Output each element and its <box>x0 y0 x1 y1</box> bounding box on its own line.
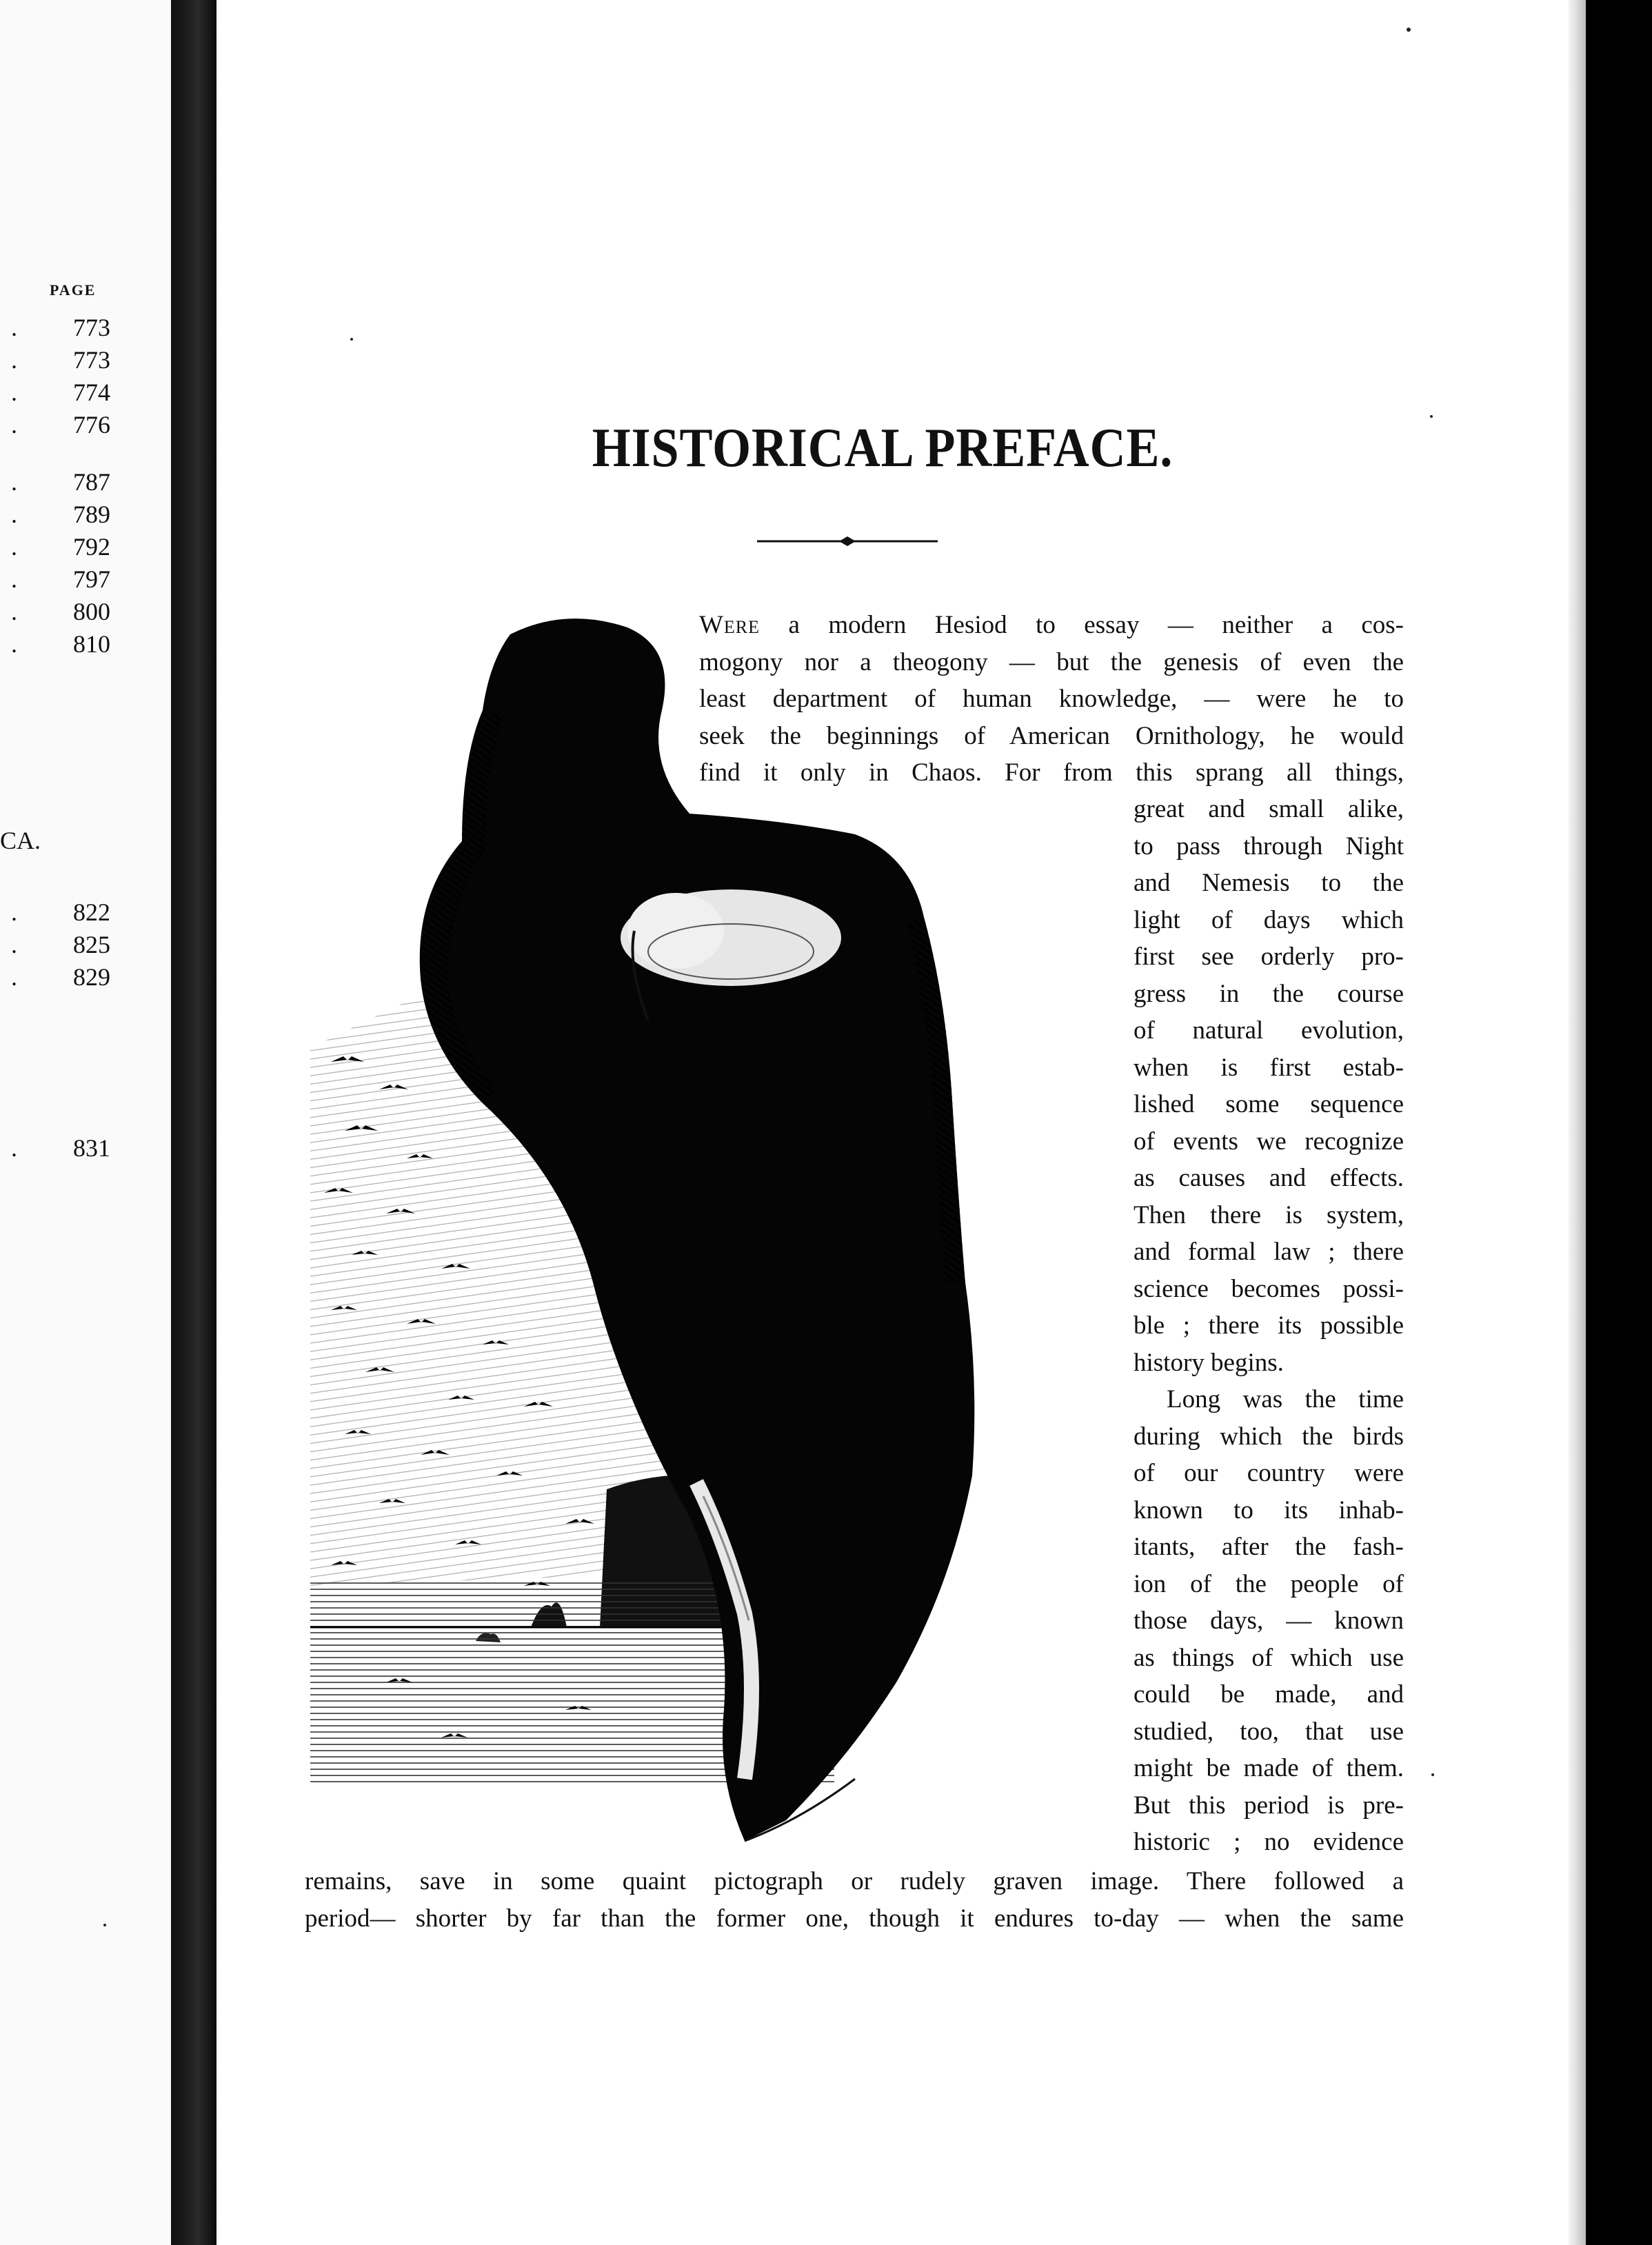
text-line: But this period is pre- <box>1134 1791 1404 1820</box>
text-line: and Nemesis to the <box>1134 869 1404 897</box>
toc-list-d <box>7 1132 110 1165</box>
text-column <box>1134 791 1404 1861</box>
text-line: known to its inhab- <box>1134 1496 1404 1524</box>
text-line: during which the birds <box>1134 1422 1404 1451</box>
text-line: Then there is system, <box>1134 1200 1404 1229</box>
text-line: to pass through Night <box>1134 832 1404 860</box>
toc-row: . 831 <box>7 1132 110 1165</box>
text-line: could be made, and <box>1134 1680 1404 1709</box>
page-edge-shadow <box>1569 0 1586 2245</box>
toc-row: . 776 <box>7 409 110 441</box>
text-line: Were a modern Hesiod to essay — neither a cos- <box>699 611 1404 639</box>
toc-page-number: 797 <box>73 565 110 593</box>
page-title: HISTORICAL PREFACE. <box>592 418 1173 479</box>
text-line: gress in the course <box>1134 979 1404 1008</box>
text-line: least department of human knowledge, — were he to <box>699 685 1404 713</box>
toc-row: . 822 <box>7 896 110 929</box>
toc-row: . 774 <box>7 376 110 409</box>
toc-row: . 810 <box>7 628 110 661</box>
text-line: and formal law ; there <box>1134 1238 1404 1266</box>
text-line: first see orderly pro- <box>1134 943 1404 971</box>
facing-page <box>0 0 171 2245</box>
toc-row: . 773 <box>7 344 110 376</box>
toc-page-number: 800 <box>73 598 110 625</box>
toc-page-number: 773 <box>73 314 110 341</box>
text-line: Long was the time <box>1167 1385 1404 1413</box>
toc-page-number: 773 <box>73 346 110 374</box>
toc-page-number: 787 <box>73 468 110 496</box>
toc-row: . 797 <box>7 563 110 596</box>
text-line: ion of the people of <box>1134 1569 1404 1598</box>
text-line: historic ; no evidence <box>1134 1828 1404 1856</box>
paragraph-2-bottom <box>305 1863 1404 1937</box>
toc-list-c <box>7 896 110 994</box>
text-line: of natural evolution, <box>1134 1016 1404 1045</box>
text-line: of events we recognize <box>1134 1127 1404 1156</box>
text-line: period— shorter by far than the former one, though it endures to-day — when the same <box>305 1904 1404 1933</box>
text-line: itants, after the fash- <box>1134 1533 1404 1561</box>
toc-page-number: 822 <box>73 898 110 926</box>
text-line: lished some sequence <box>1134 1090 1404 1118</box>
toc-list-a <box>7 312 110 441</box>
toc-page-number: 774 <box>73 379 110 406</box>
toc-row: . 792 <box>7 531 110 563</box>
text-line: science becomes possi- <box>1134 1274 1404 1303</box>
text-line: as things of which use <box>1134 1643 1404 1672</box>
text-line: studied, too, that use <box>1134 1717 1404 1746</box>
drop-word: Were <box>699 611 760 639</box>
text-line: those days, — known <box>1134 1607 1404 1635</box>
paragraph-1-top <box>699 607 1404 792</box>
text-line: of our country were <box>1134 1459 1404 1487</box>
toc-section-fragment: CA. <box>0 827 41 854</box>
text-line: remains, save in some quaint pictograph or rudely graven image. There followed a <box>305 1867 1404 1895</box>
toc-row: . 787 <box>7 466 110 499</box>
text-line: seek the beginnings of American Ornithology, he would <box>699 721 1404 750</box>
toc-row: . 773 <box>7 312 110 344</box>
text-line: mogony nor a theogony — but the genesis of even the <box>699 647 1404 676</box>
text-line: when is first estab- <box>1134 1053 1404 1082</box>
toc-page-number: 825 <box>73 931 110 958</box>
engraving-illustration <box>303 607 1103 1862</box>
text-line: ble ; there its possible <box>1134 1311 1404 1340</box>
scan-border <box>1586 0 1652 2245</box>
toc-page-number: 831 <box>73 1134 110 1162</box>
text-line: great and small alike, <box>1134 795 1404 823</box>
book-gutter <box>171 0 216 2245</box>
toc-page-number: 810 <box>73 630 110 658</box>
text-line: as causes and effects. <box>1134 1164 1404 1192</box>
toc-page-number: 789 <box>73 501 110 528</box>
ornamental-rule <box>757 534 938 549</box>
text-line: history begins. <box>1134 1348 1284 1377</box>
text-line: light of days which <box>1134 905 1404 934</box>
toc-page-number: 829 <box>73 963 110 991</box>
text-line: find it only in Chaos. For from this sprang all things, <box>699 758 1404 787</box>
toc-list-b <box>7 466 110 661</box>
toc-row: . 829 <box>7 961 110 994</box>
toc-row: . 789 <box>7 499 110 531</box>
toc-page-header: PAGE <box>50 281 97 299</box>
toc-page-number: 776 <box>73 411 110 439</box>
text-line: might be made of them. <box>1134 1754 1404 1782</box>
toc-row: . 825 <box>7 929 110 961</box>
toc-row: . 800 <box>7 596 110 628</box>
toc-page-number: 792 <box>73 533 110 561</box>
